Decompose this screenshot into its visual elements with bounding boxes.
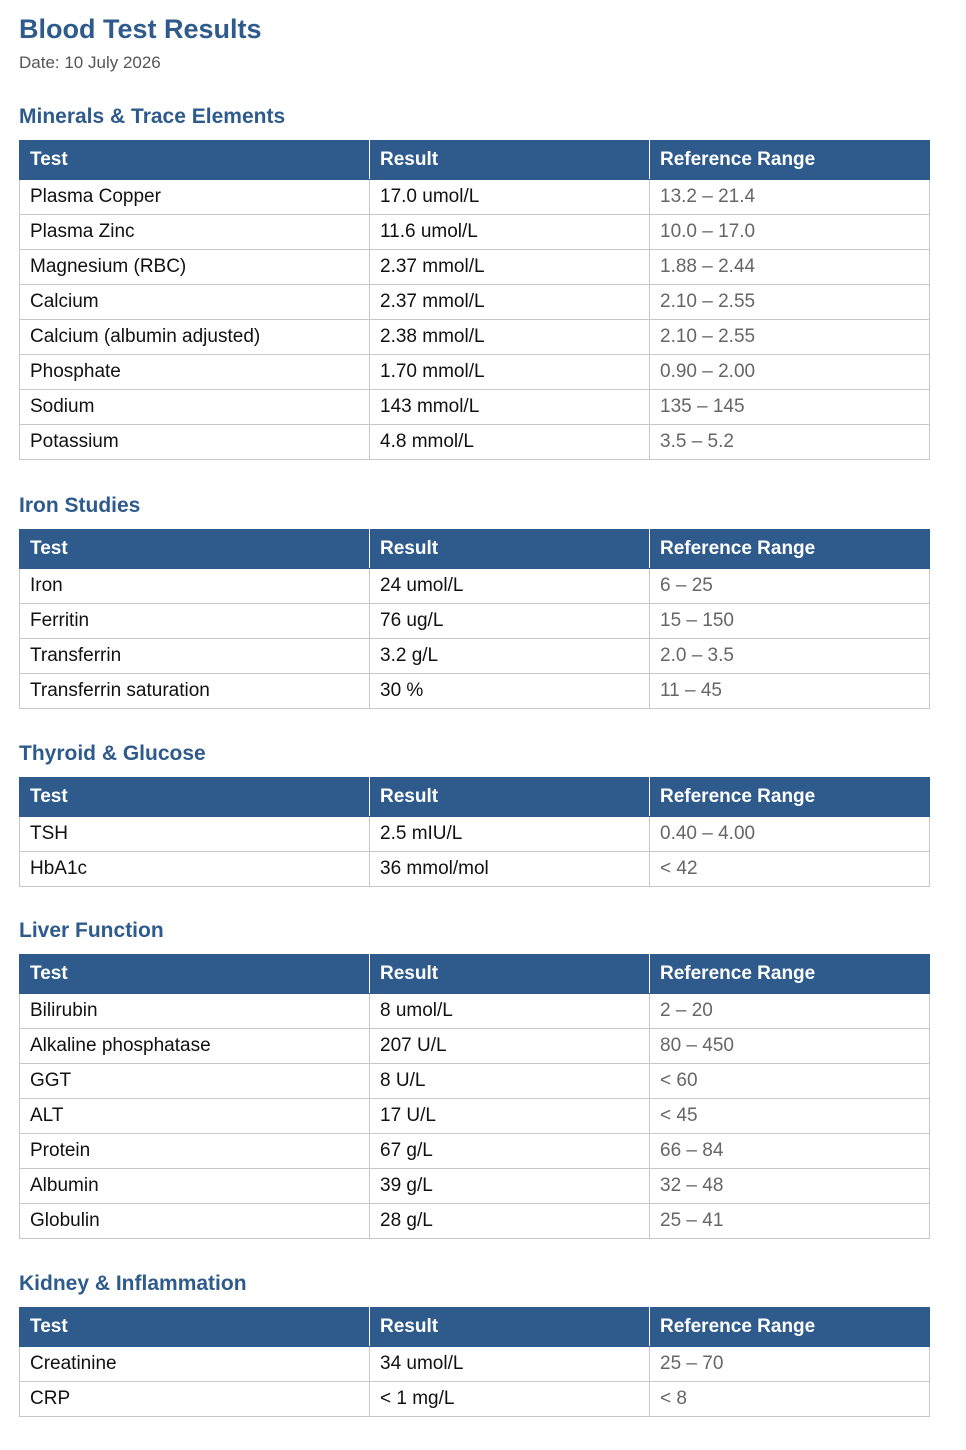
test-reference-range: 1.88 – 2.44 bbox=[650, 250, 930, 285]
header-reference-range: Reference Range bbox=[650, 955, 930, 994]
section-iron-studies bbox=[19, 493, 930, 709]
test-name: Alkaline phosphatase bbox=[20, 1029, 370, 1064]
table-header-row bbox=[20, 1308, 930, 1347]
test-reference-range: < 45 bbox=[650, 1099, 930, 1134]
table-header-row bbox=[20, 778, 930, 817]
results-table bbox=[19, 777, 930, 887]
header-test: Test bbox=[20, 530, 370, 569]
test-result: 2.37 mmol/L bbox=[370, 285, 650, 320]
test-reference-range: 2 – 20 bbox=[650, 994, 930, 1029]
test-result: 34 umol/L bbox=[370, 1347, 650, 1382]
table-header-row bbox=[20, 530, 930, 569]
test-result: 17.0 umol/L bbox=[370, 180, 650, 215]
header-test: Test bbox=[20, 955, 370, 994]
test-name: Plasma Copper bbox=[20, 180, 370, 215]
test-name: Transferrin saturation bbox=[20, 674, 370, 709]
section-minerals bbox=[19, 104, 930, 460]
test-reference-range: 80 – 450 bbox=[650, 1029, 930, 1064]
test-name: Bilirubin bbox=[20, 994, 370, 1029]
test-reference-range: 25 – 41 bbox=[650, 1204, 930, 1239]
test-name: GGT bbox=[20, 1064, 370, 1099]
test-reference-range: 2.0 – 3.5 bbox=[650, 639, 930, 674]
test-reference-range: 2.10 – 2.55 bbox=[650, 285, 930, 320]
test-reference-range: < 8 bbox=[650, 1382, 930, 1417]
table-row bbox=[20, 1029, 930, 1064]
test-reference-range: 2.10 – 2.55 bbox=[650, 320, 930, 355]
table-row bbox=[20, 250, 930, 285]
section-kidney-inflammation bbox=[19, 1271, 930, 1417]
test-result: 36 mmol/mol bbox=[370, 852, 650, 887]
test-result: 2.5 mIU/L bbox=[370, 817, 650, 852]
table-row bbox=[20, 1134, 930, 1169]
results-table bbox=[19, 140, 930, 460]
test-result: 11.6 umol/L bbox=[370, 215, 650, 250]
table-row bbox=[20, 285, 930, 320]
header-test: Test bbox=[20, 141, 370, 180]
test-reference-range: 11 – 45 bbox=[650, 674, 930, 709]
table-row bbox=[20, 817, 930, 852]
table-row bbox=[20, 215, 930, 250]
report-date: Date: 10 July 2026 bbox=[19, 53, 161, 72]
test-name: Protein bbox=[20, 1134, 370, 1169]
test-result: 24 umol/L bbox=[370, 569, 650, 604]
header-reference-range: Reference Range bbox=[650, 530, 930, 569]
test-name: Iron bbox=[20, 569, 370, 604]
header-result: Result bbox=[370, 1308, 650, 1347]
table-row bbox=[20, 639, 930, 674]
table-row bbox=[20, 355, 930, 390]
section-title: Thyroid & Glucose bbox=[19, 742, 206, 765]
header-result: Result bbox=[370, 778, 650, 817]
table-row bbox=[20, 390, 930, 425]
table-row bbox=[20, 1064, 930, 1099]
report-page bbox=[19, 12, 929, 1409]
table-row bbox=[20, 569, 930, 604]
table-row bbox=[20, 180, 930, 215]
test-result: 4.8 mmol/L bbox=[370, 425, 650, 460]
test-reference-range: 0.40 – 4.00 bbox=[650, 817, 930, 852]
test-name: Phosphate bbox=[20, 355, 370, 390]
test-result: 30 % bbox=[370, 674, 650, 709]
table-row bbox=[20, 1099, 930, 1134]
header-reference-range: Reference Range bbox=[650, 1308, 930, 1347]
test-result: 8 U/L bbox=[370, 1064, 650, 1099]
test-reference-range: 3.5 – 5.2 bbox=[650, 425, 930, 460]
table-row bbox=[20, 1169, 930, 1204]
test-name: Albumin bbox=[20, 1169, 370, 1204]
test-reference-range: 25 – 70 bbox=[650, 1347, 930, 1382]
test-name: Sodium bbox=[20, 390, 370, 425]
test-name: Calcium (albumin adjusted) bbox=[20, 320, 370, 355]
test-name: Globulin bbox=[20, 1204, 370, 1239]
table-row bbox=[20, 1347, 930, 1382]
test-result: 2.37 mmol/L bbox=[370, 250, 650, 285]
test-result: 39 g/L bbox=[370, 1169, 650, 1204]
table-row bbox=[20, 1382, 930, 1417]
test-result: 2.38 mmol/L bbox=[370, 320, 650, 355]
test-name: Potassium bbox=[20, 425, 370, 460]
test-name: CRP bbox=[20, 1382, 370, 1417]
test-result: 8 umol/L bbox=[370, 994, 650, 1029]
results-table bbox=[19, 1307, 930, 1417]
table-row bbox=[20, 604, 930, 639]
test-reference-range: 10.0 – 17.0 bbox=[650, 215, 930, 250]
table-row bbox=[20, 994, 930, 1029]
section-title: Liver Function bbox=[19, 919, 164, 942]
page-title: Blood Test Results bbox=[19, 14, 262, 44]
table-row bbox=[20, 425, 930, 460]
test-result: 207 U/L bbox=[370, 1029, 650, 1064]
section-liver-function bbox=[19, 918, 930, 1239]
test-reference-range: 135 – 145 bbox=[650, 390, 930, 425]
header-result: Result bbox=[370, 530, 650, 569]
test-result: 1.70 mmol/L bbox=[370, 355, 650, 390]
test-result: 28 g/L bbox=[370, 1204, 650, 1239]
header-result: Result bbox=[370, 141, 650, 180]
test-name: Transferrin bbox=[20, 639, 370, 674]
test-result: < 1 mg/L bbox=[370, 1382, 650, 1417]
table-header-row bbox=[20, 141, 930, 180]
test-name: Calcium bbox=[20, 285, 370, 320]
test-name: Plasma Zinc bbox=[20, 215, 370, 250]
test-reference-range: 0.90 – 2.00 bbox=[650, 355, 930, 390]
test-name: HbA1c bbox=[20, 852, 370, 887]
test-name: Magnesium (RBC) bbox=[20, 250, 370, 285]
test-reference-range: 32 – 48 bbox=[650, 1169, 930, 1204]
section-title: Kidney & Inflammation bbox=[19, 1272, 247, 1295]
test-reference-range: 15 – 150 bbox=[650, 604, 930, 639]
header-reference-range: Reference Range bbox=[650, 141, 930, 180]
test-result: 143 mmol/L bbox=[370, 390, 650, 425]
section-title: Iron Studies bbox=[19, 494, 141, 517]
table-row bbox=[20, 320, 930, 355]
section-title: Minerals & Trace Elements bbox=[19, 105, 286, 128]
table-row bbox=[20, 1204, 930, 1239]
test-name: Ferritin bbox=[20, 604, 370, 639]
test-name: Creatinine bbox=[20, 1347, 370, 1382]
header-test: Test bbox=[20, 778, 370, 817]
test-result: 17 U/L bbox=[370, 1099, 650, 1134]
test-name: ALT bbox=[20, 1099, 370, 1134]
test-result: 3.2 g/L bbox=[370, 639, 650, 674]
test-reference-range: 66 – 84 bbox=[650, 1134, 930, 1169]
header-result: Result bbox=[370, 955, 650, 994]
table-header-row bbox=[20, 955, 930, 994]
test-reference-range: < 42 bbox=[650, 852, 930, 887]
table-row bbox=[20, 852, 930, 887]
header-test: Test bbox=[20, 1308, 370, 1347]
section-thyroid-glucose bbox=[19, 741, 930, 887]
test-reference-range: 13.2 – 21.4 bbox=[650, 180, 930, 215]
results-table bbox=[19, 529, 930, 709]
test-reference-range: < 60 bbox=[650, 1064, 930, 1099]
test-name: TSH bbox=[20, 817, 370, 852]
test-result: 76 ug/L bbox=[370, 604, 650, 639]
header-reference-range: Reference Range bbox=[650, 778, 930, 817]
results-table bbox=[19, 954, 930, 1239]
table-row bbox=[20, 674, 930, 709]
test-result: 67 g/L bbox=[370, 1134, 650, 1169]
test-reference-range: 6 – 25 bbox=[650, 569, 930, 604]
